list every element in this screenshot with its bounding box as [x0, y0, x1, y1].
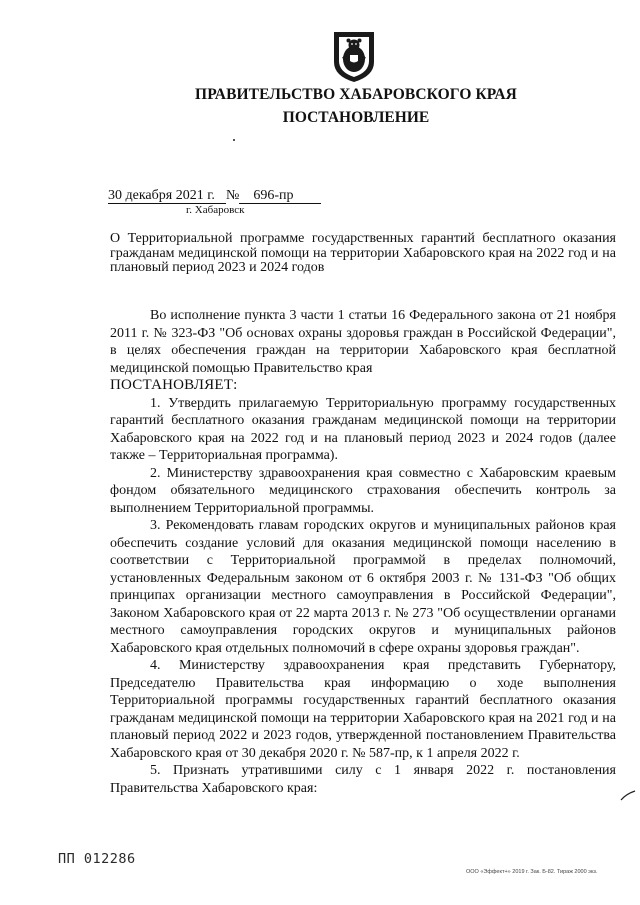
- document-type: ПОСТАНОВЛЕНИЕ: [282, 109, 430, 126]
- form-code: ПП 012286: [58, 851, 136, 867]
- preamble-paragraph: Во исполнение пункта 3 части 1 статьи 16 Федерального закона от 21 ноября 2011 г. № 323-ФЗ "Об основах охраны здоровья граждан в Российской Федерации", в целях обеспечения граждан на территории Хабаровского края бесплатной медицинской помощью Правительство края: [110, 308, 616, 376]
- item-paragraph-2: 2. Министерству здравоохранения края совместно с Хабаровским краевым фондом обязательного медицинского страхования обеспечить контроль за выполнением Территориальной программы.: [110, 465, 616, 516]
- decree-number: 696-пр: [239, 188, 321, 204]
- item-paragraph-3: 3. Рекомендовать главам городских округов и муниципальных районов края обеспечить создание условий для оказания медицинской помощи населению в соответствии с Территориальной программой в пределах полномочий, установленных Федеральным законом от 6 октября 2003 г. № 131-ФЗ "Об общих принципах организации местного самоуправления в Российской Федерации", Законом Хабаровского края от 22 марта 2013 г. № 273 "Об осуществлении органами местного самоуправления городских округов и муниципальных районов Хабаровского края отдельных полномочий в сфере охраны здоровья граждан".: [110, 518, 616, 656]
- resolves-heading: ПОСТАНОВЛЯЕТ:: [110, 377, 238, 393]
- printer-imprint: ООО «Эффект+» 2019 г. Зак. Б-82. Тираж 2000 экз.: [466, 869, 598, 875]
- item-paragraph-5: 5. Признать утратившими силу с 1 января 2022 г. постановления Правительства Хабаровского края:: [110, 763, 616, 796]
- government-name: ПРАВИТЕЛЬСТВО ХАБАРОВСКОГО КРАЯ: [195, 86, 517, 103]
- decree-subject: О Территориальной программе государственных гарантий бесплатного оказания гражданам медицинской помощи на территории Хабаровского края на 2022 год и на плановый период 2023 и 2024 годов: [110, 231, 616, 275]
- pen-mark-icon: [620, 788, 636, 802]
- number-sign: №: [226, 188, 240, 203]
- coat-of-arms-icon: [330, 28, 378, 84]
- item-paragraph-1: 1. Утвердить прилагаемую Территориальную программу государственных гарантий бесплатного оказания гражданам медицинской помощи на территории Хабаровского края на 2022 год и на плановый период 2023 и 2024 годов (далее также – Территориальная программа).: [110, 395, 616, 463]
- decree-city: г. Хабаровск: [186, 204, 245, 216]
- date-number-line: [108, 188, 321, 204]
- item-paragraph-4: 4. Министерству здравоохранения края представить Губернатору, Председателю Правительства края информацию о ходе выполнения Территориальной программы государственных гарантий бесплатного оказания гражданам медицинской помощи на территории Хабаровского края на 2021 год и на плановый период 2022 и 2023 годов, утвержденной постановлением Правительства Хабаровского края от 30 декабря 2020 г. № 587-пр, к 1 апреля 2022 г.: [110, 658, 616, 761]
- scan-speck: [233, 139, 235, 141]
- decree-body: [110, 307, 616, 797]
- decree-date: 30 декабря 2021 г.: [108, 188, 226, 204]
